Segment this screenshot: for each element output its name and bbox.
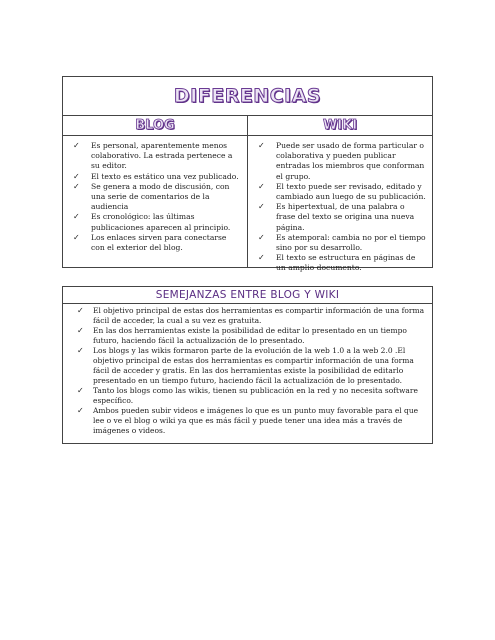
list-item-text: El texto se estructura en páginas de un amplio documento. [276,253,416,273]
blog-list [73,141,241,253]
checkmark-icon: ✓ [258,232,265,242]
semejanzas-table [62,286,433,444]
list-item [69,346,426,386]
list-item-text: Es personal, aparentemente menos colaborativo. La estrada pertenece a su editor. [91,141,233,171]
checkmark-icon: ✓ [258,141,265,150]
list-item-text: Tanto los blogs como las wikis, tienen su publicación en la red y no necesita software específico. [93,386,418,405]
checkmark-icon: ✓ [77,406,84,415]
list-item-text: Es hipertextual, de una palabra o frase del texto se origina una nueva página. [276,202,415,232]
list-item [258,182,426,202]
semejanzas-list [63,304,432,436]
wiki-list [258,141,426,274]
diferencias-title: DIFERENCIAS [173,85,322,107]
list-item [69,326,426,346]
list-item [258,233,426,253]
checkmark-icon: ✓ [258,202,265,212]
list-item-text: El objetivo principal de estas dos herramientas es compartir información de una forma fácil de acceder, la cual a su vez es gratuita. [93,306,425,325]
blog-column [63,136,247,267]
list-item [258,141,426,182]
checkmark-icon: ✓ [258,181,265,191]
list-item-text: Ambos pueden subir videos e imágenes lo que es un punto muy favorable para el que lee o ve el blog o wiki ya que es más fácil y puede tener una idea más a través de imágenes o videos. [93,406,419,435]
diferencias-title-row [63,77,432,116]
blog-header: BLOG [135,118,175,133]
wiki-header: WIKI [247,116,432,135]
list-item [73,182,241,213]
checkmark-icon: ✓ [77,386,84,395]
checkmark-icon: ✓ [73,171,80,181]
list-item [258,202,426,233]
semejanzas-title: SEMEJANZAS ENTRE BLOG Y WIKI [63,287,432,304]
list-item-text: Se genera a modo de discusión, con una serie de comentarios de la audiencia [91,181,230,212]
list-item [73,172,241,182]
list-item [69,406,426,436]
list-item [69,306,426,326]
checkmark-icon: ✓ [73,232,80,242]
checkmark-icon: ✓ [77,326,84,335]
list-item-text: Puede ser usado de forma particular o colaborativa y pueden publicar entradas los miembros que conforman el grupo. [276,141,425,181]
list-item-text: Es atemporal: cambia no por el tiempo sino por su desarrollo. [276,232,426,253]
checkmark-icon: ✓ [73,212,80,222]
list-item-text: Los enlaces sirven para conectarse con el exterior del blog. [91,232,227,253]
list-item [258,253,426,273]
list-item-text: En las dos herramientas existe la posibilidad de editar lo presentado en un tiempo futuro, haciendo fácil la actualización de lo presentado. [93,326,407,345]
checkmark-icon: ✓ [73,141,80,150]
list-item-text: El texto puede ser revisado, editado y cambiado aun luego de su publicación. [276,181,426,202]
list-item-text: El texto es estático una vez publicado. [91,171,239,181]
diferencias-header-row [63,116,432,136]
list-item-text: Es cronológico: las últimas publicaciones aparecen al principio. [91,212,231,232]
list-item [73,212,241,232]
list-item [73,141,241,172]
list-item [69,386,426,406]
checkmark-icon: ✓ [77,346,84,355]
checkmark-icon: ✓ [73,181,80,191]
diferencias-table [62,76,433,273]
checkmark-icon: ✓ [77,306,84,315]
checkmark-icon: ✓ [258,253,265,263]
wiki-column [247,136,432,273]
list-item-text: Los blogs y las wikis formaron parte de la evolución de la web 1.0 a la web 2.0 .El objetivo principal de estas dos herramientas es compartir información de una forma fácil de acceder y gratis. En las dos herramientas existe la posibilidad de editarlo presentado en un tiempo futuro, haciendo fácil la actualización de lo presentado. [93,346,414,385]
diferencias-body-row [63,136,432,273]
list-item [73,233,241,253]
